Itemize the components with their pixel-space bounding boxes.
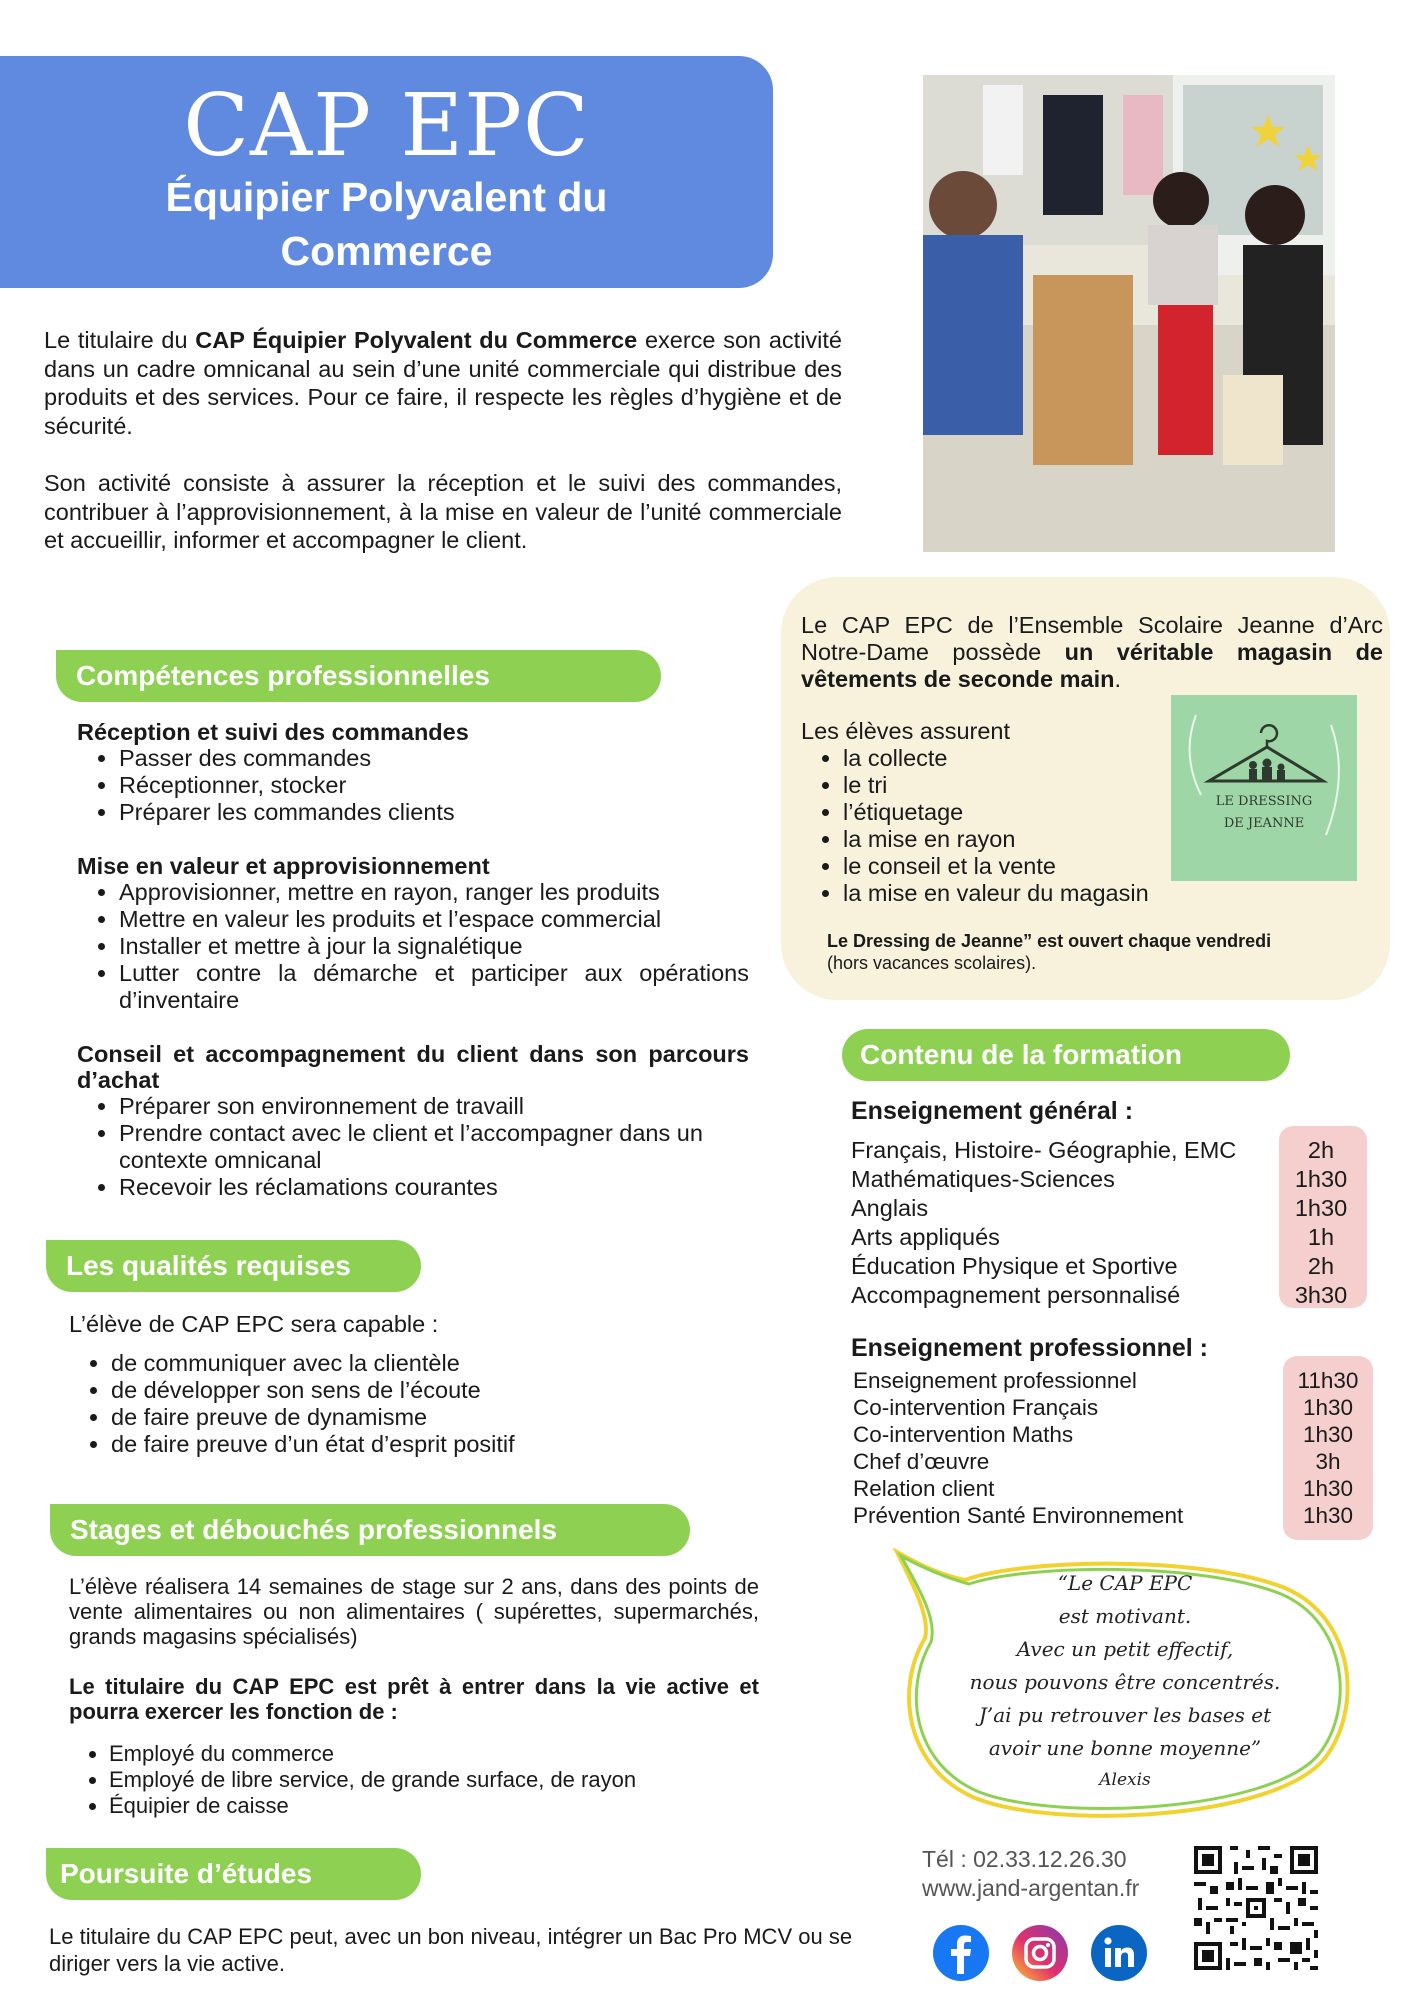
- quote-line: Avec un petit effectif,: [1016, 1637, 1234, 1661]
- list-item: • Recevoir les réclamations courantes: [119, 1174, 749, 1201]
- qualites-header: Les qualités requises: [46, 1240, 421, 1292]
- table-row: [851, 1223, 1371, 1252]
- logo-text: [1171, 791, 1357, 835]
- list-item: • Employé de libre service, de grande surface, de rayon: [109, 1767, 759, 1793]
- list-item: • de communiquer avec la clientèle: [111, 1350, 769, 1377]
- poursuite-text: Le titulaire du CAP EPC peut, avec un bon niveau, intégrer un Bac Pro MCV ou se diriger vers la vie active.: [49, 1924, 853, 1976]
- general-title: Enseignement général :: [851, 1097, 1134, 1125]
- logo-line: LE DRESSING: [1215, 794, 1313, 809]
- store-note-bold: Le Dressing de Jeanne” est ouvert chaque vendredi: [827, 931, 1272, 951]
- students-store-photo: [923, 75, 1335, 552]
- course-hours: 2h: [1307, 1253, 1335, 1279]
- course-hours: 1h30: [1302, 1503, 1354, 1528]
- quote-line: J’ai pu retrouver les bases et: [978, 1703, 1272, 1727]
- pro-title: Enseignement professionnel :: [851, 1334, 1209, 1362]
- list-item: • Employé du commerce: [109, 1741, 759, 1767]
- list-item: • Mettre en valeur les produits et l’espace commercial: [119, 906, 749, 933]
- quote-author: Alexis: [1099, 1770, 1151, 1790]
- list-item: • Réceptionner, stocker: [119, 772, 749, 799]
- list-item: • Équipier de caisse: [109, 1793, 759, 1819]
- list-item: • de faire preuve d’un état d’esprit positif: [111, 1431, 769, 1458]
- course-label: Co-intervention Français: [853, 1395, 1099, 1420]
- qualites-section: [69, 1310, 769, 1458]
- table-row: [853, 1421, 1373, 1448]
- table-row: [853, 1502, 1373, 1529]
- intro-paragraph-1: [44, 326, 842, 440]
- list-item: • le tri: [843, 772, 1181, 799]
- store-activities: [801, 718, 1181, 907]
- course-label: Mathématiques-Sciences: [851, 1166, 1115, 1192]
- contact-info: [922, 1845, 1139, 1903]
- store-bold-text: un véritable magasin de vêtements de seconde main: [801, 639, 1383, 692]
- competences-list: [77, 719, 749, 1201]
- list-item: • le conseil et la vente: [843, 853, 1181, 880]
- course-hours: 1h30: [1302, 1422, 1354, 1447]
- general-table: [851, 1136, 1371, 1310]
- store-paragraph: [801, 612, 1383, 693]
- course-hours: 3h: [1315, 1449, 1341, 1474]
- list-item: • la mise en valeur du magasin: [843, 880, 1181, 907]
- list-item: • de développer son sens de l’écoute: [111, 1377, 769, 1404]
- table-row: [851, 1136, 1371, 1165]
- course-label: Prévention Santé Environnement: [853, 1503, 1184, 1528]
- quote-line: avoir une bonne moyenne”: [988, 1736, 1262, 1760]
- website-link[interactable]: www.jand-argentan.fr: [922, 1875, 1140, 1901]
- course-hours: 11h30: [1297, 1368, 1359, 1393]
- store-list-intro: Les élèves assurent: [801, 718, 1011, 744]
- quote-line: nous pouvons être concentrés.: [969, 1670, 1281, 1694]
- qualites-intro: L’élève de CAP EPC sera capable :: [69, 1311, 439, 1337]
- table-row: [853, 1448, 1373, 1475]
- competences-header: Compétences professionnelles: [56, 650, 661, 702]
- stages-bold-text: Le titulaire du CAP EPC est prêt à entrer dans la vie active et pourra exercer les fonction de :: [69, 1674, 759, 1724]
- intro-text: exerce son activité dans un cadre omnicanal au sein d’une unité commerciale qui distribue des produits et des services. Pour ce faire, il respecte les règles d’hygiène et de sécurité.: [44, 327, 843, 439]
- page-title: CAP EPC: [183, 76, 590, 176]
- store-note: [827, 930, 1367, 974]
- instagram-icon[interactable]: [1011, 1924, 1069, 1982]
- course-label: Co-intervention Maths: [853, 1422, 1074, 1447]
- course-hours: 1h30: [1294, 1166, 1348, 1192]
- list-item: • Lutter contre la démarche et participer aux opérations d’inventaire: [119, 960, 749, 1014]
- intro-paragraph-2: Son activité consiste à assurer la réception et le suivi des commandes, contribuer à l’approvisionnement, à la mise en valeur de l’unité commerciale et accueillir, informer et accompagner le client.: [44, 470, 842, 553]
- intro-bold-text: CAP Équipier Polyvalent du Commerce: [195, 327, 638, 353]
- course-label: Chef d’œuvre: [853, 1449, 990, 1474]
- competences-group-title: Réception et suivi des commandes: [77, 719, 469, 745]
- table-row: [853, 1367, 1373, 1394]
- qr-code-icon[interactable]: [1190, 1842, 1322, 1974]
- quote-line: “Le CAP EPC: [1057, 1571, 1193, 1595]
- store-text: .: [1114, 666, 1121, 692]
- course-label: Français, Histoire- Géographie, EMC: [851, 1137, 1237, 1163]
- dressing-logo: [1171, 695, 1357, 881]
- course-label: Éducation Physique et Sportive: [851, 1253, 1178, 1279]
- intro-text: Le titulaire du: [44, 327, 196, 353]
- testimonial-quote: [905, 1567, 1345, 1795]
- course-label: Accompagnement personnalisé: [851, 1282, 1181, 1308]
- course-label: Arts appliqués: [851, 1224, 1000, 1250]
- table-row: [851, 1165, 1371, 1194]
- linkedin-icon[interactable]: [1090, 1924, 1148, 1982]
- poursuite-header: Poursuite d’études: [46, 1848, 421, 1900]
- stages-text: L’élève réalisera 14 semaines de stage sur 2 ans, dans des points de vente alimentaires ou non alimentaires ( supérettes, supermarchés, grands magasins spécialisés): [69, 1574, 759, 1649]
- list-item: • Préparer son environnement de travaill: [119, 1093, 749, 1120]
- course-hours: 3h30: [1294, 1282, 1348, 1308]
- page-subtitle: Équipier Polyvalent du Commerce: [165, 174, 608, 274]
- course-label: Anglais: [851, 1195, 929, 1221]
- table-row: [851, 1194, 1371, 1223]
- table-row: [851, 1252, 1371, 1281]
- list-item: • la mise en rayon: [843, 826, 1181, 853]
- store-note-text: (hors vacances scolaires).: [827, 953, 1037, 973]
- list-item: • la collecte: [843, 745, 1181, 772]
- title-banner: [0, 56, 773, 288]
- course-hours: 1h30: [1302, 1476, 1354, 1501]
- hanger-icon: [1171, 695, 1357, 881]
- course-hours: 1h30: [1294, 1195, 1348, 1221]
- store-text: Le CAP EPC de l’Ensemble Scolaire Jeanne d’Arc Notre-Dame possède: [801, 612, 1383, 665]
- competences-group-title: Conseil et accompagnement du client dans son parcours d’achat: [77, 1041, 749, 1093]
- stages-header: Stages et débouchés professionnels: [50, 1504, 690, 1556]
- list-item: • Installer et mettre à jour la signalétique: [119, 933, 749, 960]
- quote-line: est motivant.: [1058, 1604, 1192, 1628]
- course-hours: 2h: [1307, 1137, 1335, 1163]
- logo-line: DE JEANNE: [1223, 816, 1305, 831]
- list-item: • Préparer les commandes clients: [119, 799, 749, 826]
- competences-group-title: Mise en valeur et approvisionnement: [77, 853, 490, 879]
- course-hours: 1h30: [1302, 1395, 1354, 1420]
- course-label: Relation client: [853, 1476, 995, 1501]
- facebook-icon[interactable]: [932, 1924, 990, 1982]
- list-item: • l’étiquetage: [843, 799, 1181, 826]
- formation-header: Contenu de la formation: [842, 1029, 1290, 1081]
- stages-section: [69, 1574, 759, 1819]
- table-row: [851, 1281, 1371, 1310]
- list-item: • Prendre contact avec le client et l’accompagner dans un contexte omnicanal: [119, 1120, 749, 1174]
- list-item: • Approvisionner, mettre en rayon, ranger les produits: [119, 879, 749, 906]
- course-label: Enseignement professionnel: [853, 1368, 1137, 1393]
- course-hours: 1h: [1307, 1224, 1335, 1250]
- list-item: • Passer des commandes: [119, 745, 749, 772]
- table-row: [853, 1394, 1373, 1421]
- table-row: [853, 1475, 1373, 1502]
- list-item: • de faire preuve de dynamisme: [111, 1404, 769, 1431]
- pro-table: [853, 1367, 1373, 1529]
- phone-number[interactable]: Tél : 02.33.12.26.30: [922, 1846, 1127, 1872]
